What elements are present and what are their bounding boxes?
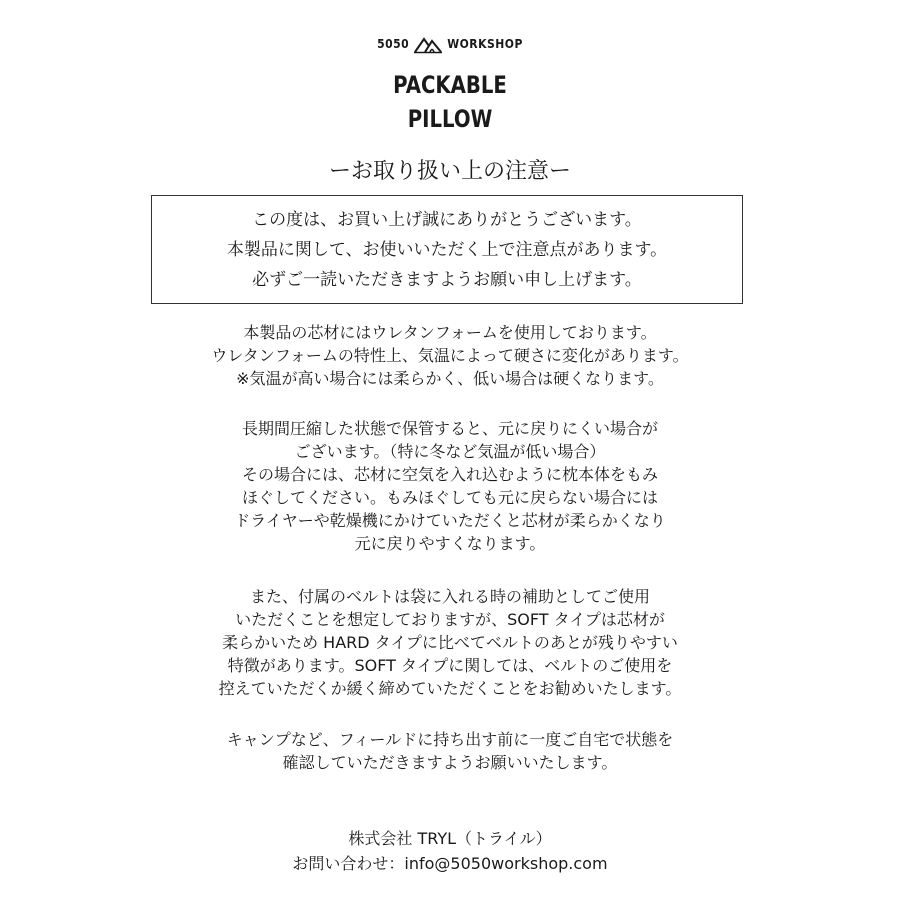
handling-caution-heading: ーお取り扱い上の注意ー — [328, 159, 571, 184]
notice-line: この度は、お買い上げ誠にありがとうございます。 — [252, 210, 642, 230]
paragraph-line: また、付属のベルトは袋に入れる時の補助としてご使用 — [249, 587, 650, 606]
paragraph-line: その場合には、芯材に空気を入れ込むように枕本体をもみ — [241, 465, 658, 484]
paragraph-line: キャンプなど、フィールドに持ち出す前に一度ご自宅で状態を — [226, 730, 674, 749]
company-name: 株式会社 TRYL（トライル） — [348, 829, 552, 848]
notice-line: 必ずご一読いただきますようお願い申し上げます。 — [252, 270, 642, 290]
paragraph-belt — [0, 585, 900, 700]
paragraph-line: ドライヤーや乾燥機にかけていただくと芯材が柔らかくなり — [234, 511, 666, 530]
paragraph-line: 確認していただきますようお願いいたします。 — [282, 753, 618, 772]
product-title-line1: PACKABLE — [393, 71, 507, 99]
paragraph-line: ございます。（特に冬など気温が低い場合） — [294, 442, 606, 461]
paragraph-line: ほぐしてください。もみほぐしても元に戻らない場合には — [241, 488, 658, 507]
brand-header — [0, 34, 900, 54]
paragraph-urethane — [0, 321, 900, 390]
notice-line: 本製品に関して、お使いいただく上で注意点があります。 — [226, 240, 668, 260]
paragraph-line: ウレタンフォームの特性上、気温によって硬さに変化があります。 — [211, 346, 689, 365]
brand-right-text: WORKSHOP — [447, 37, 523, 51]
paragraph-line: 元に戻りやすくなります。 — [354, 534, 546, 553]
contact-email: お問い合わせ：info@5050workshop.com — [292, 854, 608, 873]
paragraph-line: 特徴があります。SOFT タイプに関しては、ベルトのご使用を — [227, 656, 673, 675]
paragraph-line: ※気温が高い場合には柔らかく、低い場合は硬くなります。 — [236, 369, 664, 388]
paragraph-line: 控えていただくか緩く締めていただくことをお勧めいたします。 — [218, 679, 682, 698]
product-title-line2: PILLOW — [407, 105, 493, 133]
paragraph-camping — [0, 728, 900, 774]
paragraph-line: いただくことを想定しておりますが、SOFT タイプは芯材が — [235, 610, 665, 629]
paragraph-storage — [0, 417, 900, 555]
product-title — [81, 68, 819, 136]
notice-box — [151, 195, 743, 304]
paragraph-line: 長期間圧縮した状態で保管すると、元に戻りにくい場合が — [241, 419, 658, 438]
paragraph-line: 本製品の芯材にはウレタンフォームを使用しております。 — [243, 323, 657, 342]
tent-mountain-logo-icon — [413, 34, 443, 54]
paragraph-line: 柔らかいため HARD タイプに比べてベルトのあとが残りやすい — [222, 633, 678, 652]
brand-left-text: 5050 — [377, 37, 410, 51]
company-footer — [0, 826, 900, 876]
